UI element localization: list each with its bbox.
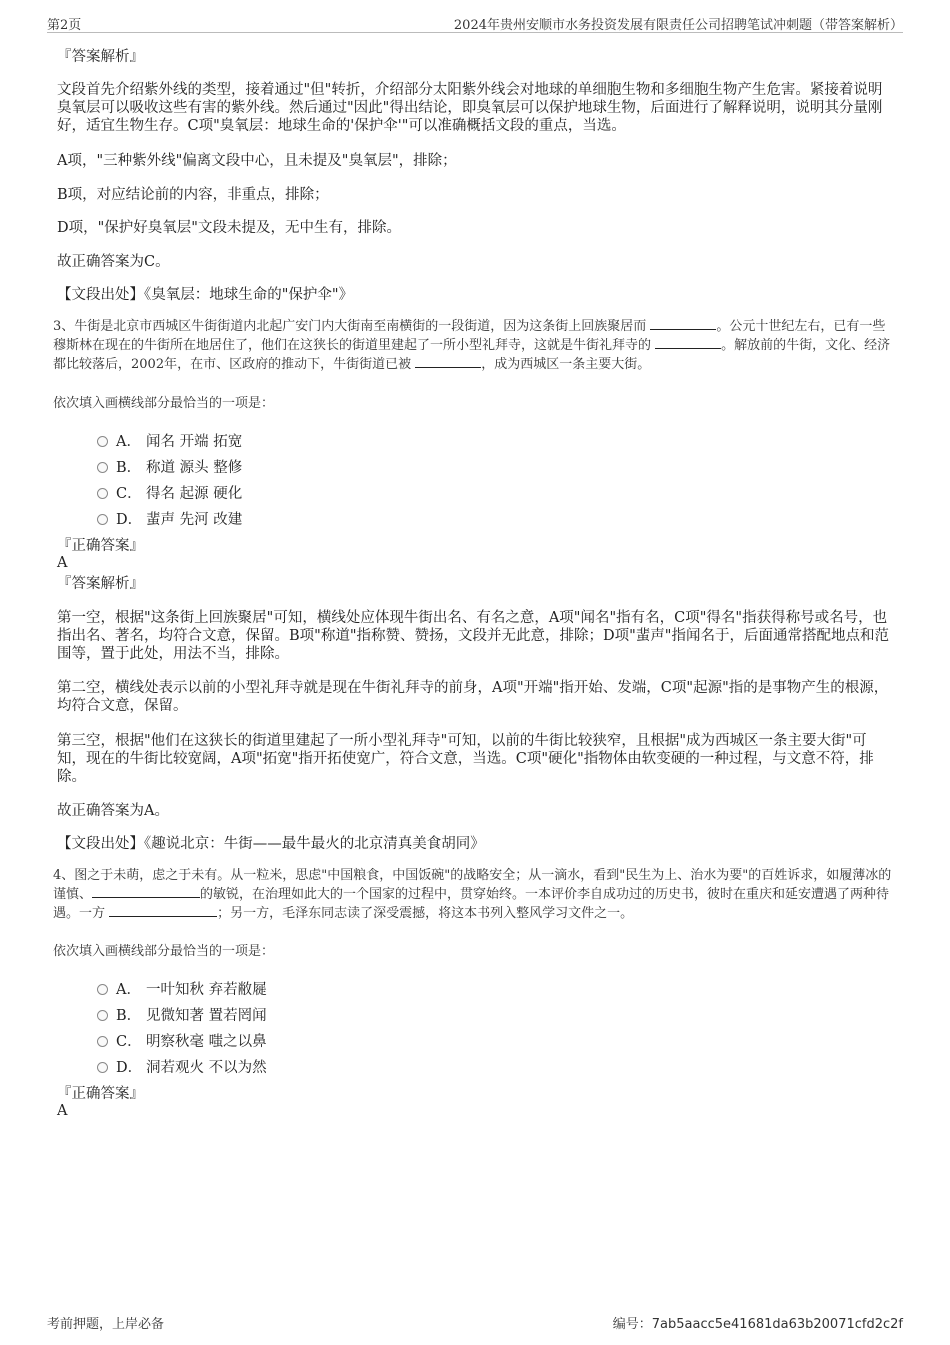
- q4-option-c[interactable]: [97, 1030, 267, 1050]
- q2-analysis-d: D项，"保护好臭氧层"文段未提及，无中生有，排除。: [57, 220, 401, 236]
- option-text: 一叶知秋 弃若敝屣: [146, 982, 267, 998]
- q4-blank-2: [109, 904, 217, 917]
- footer-code: [613, 1313, 903, 1332]
- q3-option-d[interactable]: [97, 508, 242, 528]
- q4-stem-text-3: ；另一方，毛泽东同志读了深受震撼，将这本书列入整风学习文件之一。: [217, 906, 634, 921]
- q4-stem: [53, 866, 895, 923]
- q2-source: 【文段出处】《臭氧层：地球生命的"保护伞"》: [57, 287, 354, 303]
- footer-code-label: 编号：: [612, 1317, 652, 1332]
- option-text: 得名 起源 硬化: [146, 486, 243, 502]
- q3-answer-label: 『正确答案』: [57, 538, 144, 554]
- q4-option-d[interactable]: [97, 1056, 267, 1076]
- option-text: 明察秋毫 嗤之以鼻: [146, 1034, 267, 1050]
- option-letter: B．: [116, 460, 142, 476]
- q4-option-a[interactable]: [97, 978, 267, 998]
- option-text: 称道 源头 整修: [146, 460, 243, 476]
- q3-blank-1: [650, 317, 716, 330]
- option-letter: D．: [116, 1060, 143, 1076]
- page-header: [47, 12, 903, 33]
- footer-code-value: 7ab5aacc5e41681da63b20071cfd2c2f: [651, 1317, 903, 1332]
- radio-icon[interactable]: [97, 1010, 108, 1021]
- q4-answer: A: [57, 1103, 68, 1119]
- option-letter: A．: [116, 434, 141, 450]
- q4-answer-label: 『正确答案』: [57, 1086, 144, 1102]
- q3-source: 【文段出处】《趣说北京：牛街——最牛最火的北京清真美食胡同》: [57, 836, 485, 852]
- q3-option-a[interactable]: [97, 430, 242, 450]
- radio-icon[interactable]: [97, 1036, 108, 1047]
- q3-analysis-p3: 第三空，根据"他们在这狭长的街道里建起了一所小型礼拜寺"可知，以前的牛街比较狭窄，且根据"成为西城区一条主要大街"可知，现在的牛街比较宽阔，A项"拓宽"指开拓使宽广，符合文意，当选。C项"硬化"指物体由软变硬的一种过程，与文意不符，排除。: [57, 733, 874, 785]
- q2-analysis-label: 『答案解析』: [57, 49, 144, 65]
- footer-slogan: 考前押题，上岸必备: [47, 1317, 165, 1332]
- q3-analysis-label: 『答案解析』: [57, 576, 144, 592]
- document-title: 2024年贵州安顺市水务投资发展有限责任公司招聘笔试冲刺题（带答案解析）: [453, 18, 903, 33]
- page-footer: [47, 1313, 903, 1333]
- q3-stem-text-3: 。解放前的牛街，文化、经济都比较落后，2002年，在市、区政府的推动下，牛街街道已被: [53, 338, 891, 372]
- q3-option-c[interactable]: [97, 482, 242, 502]
- q3-option-b[interactable]: [97, 456, 242, 476]
- radio-icon[interactable]: [97, 488, 108, 499]
- q2-analysis-paragraph: 文段首先介绍紫外线的类型，接着通过"但"转折，介绍部分太阳紫外线会对地球的单细胞生物和多细胞生物产生危害。紧接着说明臭氧层可以吸收这些有害的紫外线。然后通过"因此"得出结论，即臭氧层可以保护地球生物，后面进行了解释说明，说明其分量刚好，适宜生物生存。C项"臭氧层：地球生命的'保护伞'"可以准确概括文段的重点，当选。: [57, 82, 883, 134]
- q4-blank-1: [92, 885, 200, 898]
- q3-conclusion: 故正确答案为A。: [57, 803, 169, 819]
- q2-analysis-a: A项，"三种紫外线"偏离文段中心，且未提及"臭氧层"，排除；: [57, 153, 457, 169]
- q4-stem-text-2: 的敏锐，在治理如此大的一个国家的过程中，贯穿始终。一本评价李自成功过的历史书，彼时在重庆和延安遭遇了两种待遇。一方: [53, 887, 890, 921]
- option-text: 洞若观火 不以为然: [146, 1060, 267, 1076]
- q3-stem-text-4: ，成为西城区一条主要大街。: [481, 357, 651, 372]
- q3-prompt: 依次填入画横线部分最恰当的一项是：: [53, 396, 275, 411]
- q3-stem: [53, 317, 895, 374]
- q3-answer: A: [57, 555, 68, 571]
- q2-analysis-b: B项，对应结论前的内容，非重点，排除；: [57, 187, 329, 203]
- q3-stem-text-1: 3、牛街是北京市西城区牛街街道内北起广安门内大街南至南横街的一段街道，因为这条街上回族聚居而: [53, 319, 651, 334]
- option-text: 闻名 开端 拓宽: [146, 434, 243, 450]
- q4-prompt: 依次填入画横线部分最恰当的一项是：: [53, 944, 275, 959]
- q2-conclusion: 故正确答案为C。: [57, 254, 170, 270]
- option-letter: C．: [116, 1034, 142, 1050]
- q3-blank-3: [415, 355, 481, 368]
- q4-option-b[interactable]: [97, 1004, 267, 1024]
- option-letter: A．: [116, 982, 141, 998]
- q3-analysis-p2: 第二空，横线处表示以前的小型礼拜寺就是现在牛街礼拜寺的前身，A项"开端"指开始、发端，C项"起源"指的是事物产生的根源，均符合文意，保留。: [57, 680, 889, 714]
- option-letter: C．: [116, 486, 142, 502]
- q4-stem-text-1: 4、图之于未萌，虑之于未有。从一粒米，思虑"中国粮食，中国饭碗"的战略安全；从一滴水，看到"民生为上、治水为要"的百姓诉求，如履薄冰的谨慎、: [53, 868, 892, 902]
- page-number: 第2页: [47, 18, 82, 33]
- q3-stem-text-2: 。公元十世纪左右，已有一些穆斯林在现在的牛街所在地居住了，他们在这狭长的街道里建起了一所小型礼拜寺，这就是牛街礼拜寺的: [53, 319, 886, 353]
- option-text: 见微知著 置若罔闻: [146, 1008, 267, 1024]
- radio-icon[interactable]: [97, 1062, 108, 1073]
- radio-icon[interactable]: [97, 462, 108, 473]
- q3-analysis-p1: 第一空，根据"这条街上回族聚居"可知，横线处应体现牛街出名、有名之意，A项"闻名"指有名，C项"得名"指获得称号或名号，也指出名、著名，均符合文意，保留。B项"称道"指称赞、赞扬，文段并无此意，排除；D项"蜚声"指闻名于，后面通常搭配地点和范围等，置于此处，用法不当，排除。: [57, 610, 889, 662]
- option-text: 蜚声 先河 改建: [146, 512, 243, 528]
- radio-icon[interactable]: [97, 984, 108, 995]
- option-letter: D．: [116, 512, 143, 528]
- option-letter: B．: [116, 1008, 142, 1024]
- q3-blank-2: [655, 336, 721, 349]
- radio-icon[interactable]: [97, 436, 108, 447]
- radio-icon[interactable]: [97, 514, 108, 525]
